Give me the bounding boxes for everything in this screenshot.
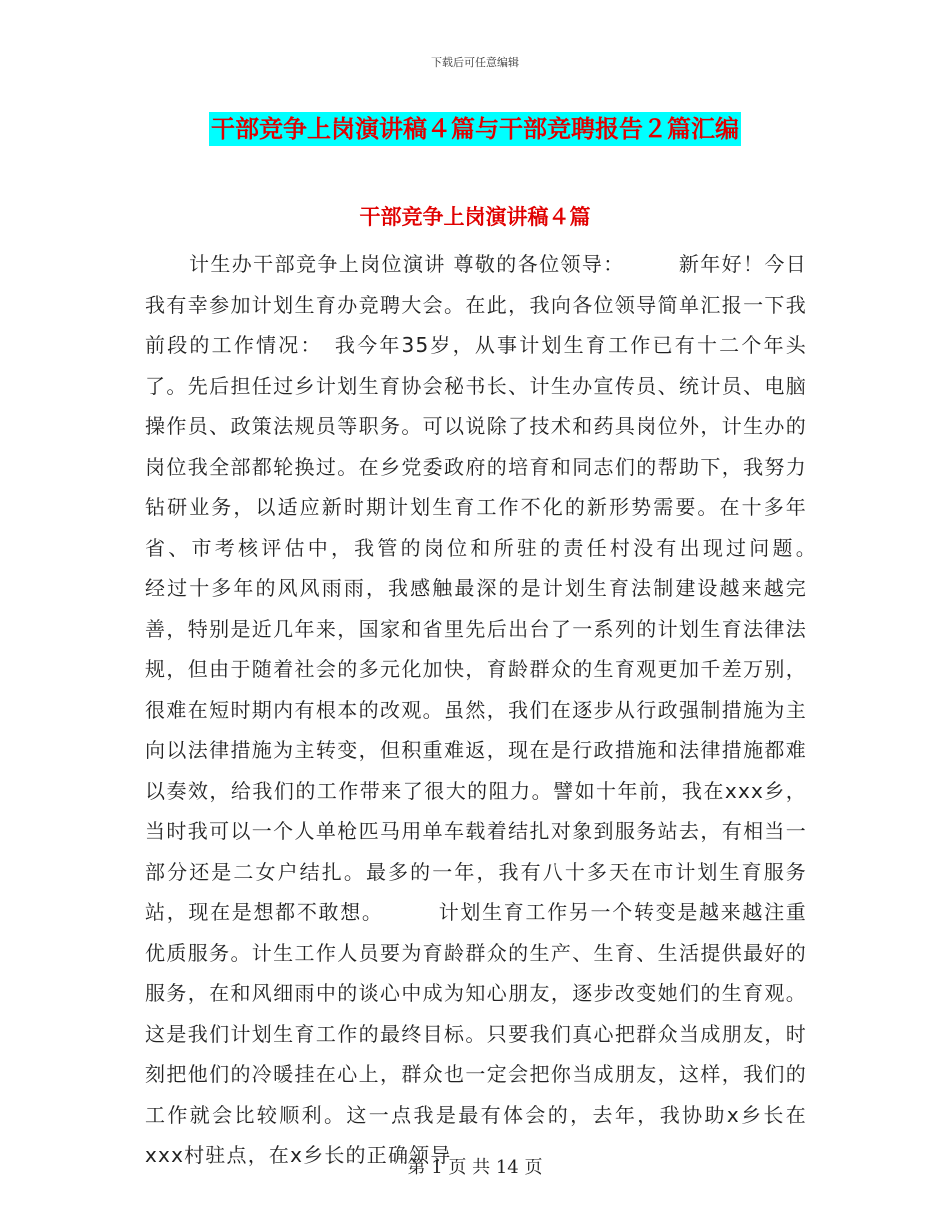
- page-footer: 第 1 页 共 14 页: [407, 1157, 543, 1178]
- document-main-title: 干部竞争上岗演讲稿４篇与干部竞聘报告２篇汇编: [209, 112, 741, 146]
- page-header-note: 下载后可任意编辑: [431, 56, 519, 69]
- main-title-container: [0, 112, 950, 146]
- section-title: 干部竞争上岗演讲稿４篇: [359, 204, 591, 229]
- body-paragraph: 计生办干部竞争上岗位演讲 尊敬的各位领导： 新年好！今日我有幸参加计划生育办竞聘大会。在此，我向各位领导简单汇报一下我前段的工作情况： 我今年35岁，从事计划生育工作已有十二个年头了。先后担任过乡计划生育协会秘书长、计生办宣传员、统计员、电脑操作员、政策法规员等职务。可以说除了技术和药具岗位外，计生办的岗位我全部都轮换过。在乡党委政府的培育和同志们的帮助下，我努力钻研业务，以适应新时期计划生育工作不化的新形势需要。在十多年省、市考核评估中，我管的岗位和所驻的责任村没有出现过问题。 经过十多年的风风雨雨，我感触最深的是计划生育法制建设越来越完善，特别是近几年来，国家和省里先后出台了一系列的计划生育法律法规，但由于随着社会的多元化加快，育龄群众的生育观更加千差万别，很难在短时期内有根本的改观。虽然，我们在逐步从行政强制措施为主向以法律措施为主转变，但积重难返，现在是行政措施和法律措施都难以奏效，给我们的工作带来了很大的阻力。譬如十年前，我在xxx乡，当时我可以一个人单枪匹马用单车载着结扎对象到服务站去，有相当一部分还是二女户结扎。最多的一年，我有八十多天在市计划生育服务站，现在是想都不敢想。 计划生育工作另一个转变是越来越注重优质服务。计生工作人员要为育龄群众的生产、生育、生活提供最好的服务，在和风细雨中的谈心中成为知心朋友，逐步改变她们的生育观。这是我们计划生育工作的最终目标。只要我们真心把群众当成朋友，时刻把他们的冷暖挂在心上，群众也一定会把你当成朋友，这样，我们的工作就会比较顺利。这一点我是最有体会的，去年，我协助x乡长在xxx村驻点，在x乡长的正确领导: [145, 252, 871, 1167]
